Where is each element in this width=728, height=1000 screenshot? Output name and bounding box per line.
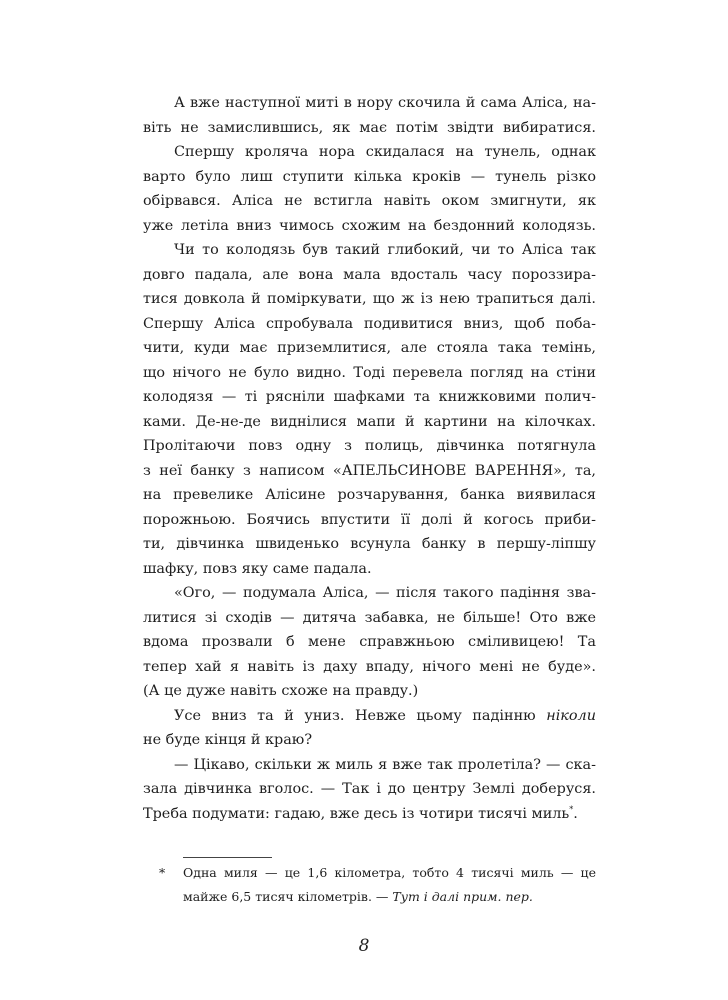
text-line bbox=[143, 116, 596, 141]
text-line bbox=[143, 532, 596, 557]
footnote-reference: * bbox=[569, 804, 574, 814]
text-line bbox=[143, 434, 596, 459]
text-line-content: Усе вниз та й униз. Невже цьому падінню bbox=[174, 707, 547, 724]
text-line bbox=[143, 263, 596, 288]
text-line-content: віть не замислившись, як має потім звідти вибиратися. bbox=[143, 119, 596, 136]
text-line bbox=[143, 802, 596, 827]
footnote bbox=[143, 861, 596, 909]
text-line-content: варто було лиш ступити кілька кроків — тунель різко bbox=[143, 168, 596, 185]
text-line bbox=[143, 165, 596, 190]
text-line-tail: . bbox=[573, 805, 578, 822]
text-line-content: Чи то колодязь був такий глибокий, чи то Аліса так bbox=[174, 242, 596, 258]
text-line bbox=[143, 459, 596, 484]
text-line-content: обірвався. Аліса не встигла навіть оком змигнути, як bbox=[143, 193, 596, 209]
text-line bbox=[143, 557, 596, 582]
text-line bbox=[143, 483, 596, 508]
text-line-content: чити, куди має приземлитися, але стояла така темінь, bbox=[143, 340, 596, 356]
text-line bbox=[143, 336, 596, 361]
footnote-text: майже 6,5 тисяч кілометрів. — bbox=[183, 889, 393, 904]
footnote-translator-note: Тут і далі прим. пер. bbox=[392, 889, 533, 904]
emphasized-word: ніколи bbox=[546, 707, 596, 724]
text-line-content: довго падала, але вона мала вдосталь часу пороззира- bbox=[143, 266, 596, 283]
text-line bbox=[143, 385, 596, 410]
text-line-content: що нічого не було видно. Тоді перевела погляд на стіни bbox=[143, 364, 596, 381]
text-line-content: тепер хай я навіть із даху впаду, нічого мені не буде». bbox=[143, 658, 596, 675]
text-line-content: литися зі сходів — дитяча забавка, не більше! Ото вже bbox=[143, 609, 596, 626]
text-line bbox=[143, 91, 596, 116]
text-line-content: шафку, повз яку саме падала. bbox=[143, 560, 372, 577]
text-line bbox=[143, 753, 596, 778]
text-line-content: А вже наступної миті в нору скочила й сама Аліса, на- bbox=[174, 95, 596, 111]
text-line-content: Треба подумати: гадаю, вже десь із чотири тисячі миль bbox=[143, 805, 570, 822]
text-line bbox=[143, 361, 596, 386]
text-line bbox=[143, 508, 596, 533]
text-line bbox=[143, 214, 596, 239]
text-line-content: уже летіла вниз чимось схожим на бездонний колодязь. bbox=[143, 217, 596, 234]
text-line bbox=[143, 704, 596, 729]
text-line bbox=[143, 606, 596, 631]
text-line-content: з неї банку з написом «АПЕЛЬСИНОВЕ ВАРЕННЯ», та, bbox=[143, 462, 596, 479]
text-line bbox=[143, 630, 596, 655]
text-line bbox=[143, 287, 596, 312]
text-line-content: (А це дуже навіть схоже на правду.) bbox=[143, 683, 419, 699]
body-text bbox=[143, 91, 596, 826]
text-line-content: Спершу Аліса спробувала подивитися вниз, щоб поба- bbox=[143, 315, 596, 332]
text-line-content: — Цікаво, скільки ж миль я вже так пролетіла? — ска- bbox=[174, 756, 596, 773]
text-line-content: на превелике Алісине розчарування, банка виявилася bbox=[143, 487, 596, 503]
text-line-content: ками. Де-не-де виднілися мапи й картини на кілочках. bbox=[143, 413, 596, 430]
text-line-content: ти, дівчинка швиденько всунула банку в першу-ліпшу bbox=[143, 536, 596, 552]
text-line bbox=[143, 728, 596, 753]
text-line bbox=[143, 238, 596, 263]
text-line-content: зала дівчинка вголос. — Так і до центру Землі доберуся. bbox=[143, 781, 596, 797]
text-line bbox=[143, 140, 596, 165]
text-line-content: колодязя — ті рясніли шафками та книжковими полич- bbox=[143, 389, 596, 405]
text-line-content: «Ого, — подумала Аліса, — після такого падіння зва- bbox=[174, 585, 596, 601]
text-line-content: тися довкола й поміркувати, що ж із нею трапиться далі. bbox=[143, 291, 596, 307]
text-line-content: не буде кінця й краю? bbox=[143, 732, 313, 748]
text-line bbox=[143, 581, 596, 606]
footnote-divider bbox=[183, 857, 272, 858]
text-line-content: Спершу кроляча нора скидалася на тунель, однак bbox=[174, 144, 596, 160]
footnote-line: Одна миля — це 1,6 кілометра, тобто 4 тисячі миль — це bbox=[183, 865, 596, 880]
text-line-content: Пролітаючи повз одну з полиць, дівчинка потягнула bbox=[143, 438, 596, 454]
text-line bbox=[143, 410, 596, 435]
text-line bbox=[143, 655, 596, 680]
text-line bbox=[143, 777, 596, 802]
footnote-line bbox=[183, 885, 596, 909]
page-number: 8 bbox=[358, 936, 370, 956]
text-line-content: порожньою. Боячись впустити її долі й когось приби- bbox=[143, 511, 596, 528]
text-line bbox=[143, 312, 596, 337]
text-line bbox=[143, 679, 596, 704]
text-line bbox=[143, 189, 596, 214]
text-line-content: вдома прозвали б мене справжньою сміливицею! Та bbox=[143, 634, 596, 650]
footnote-marker: * bbox=[159, 865, 166, 880]
